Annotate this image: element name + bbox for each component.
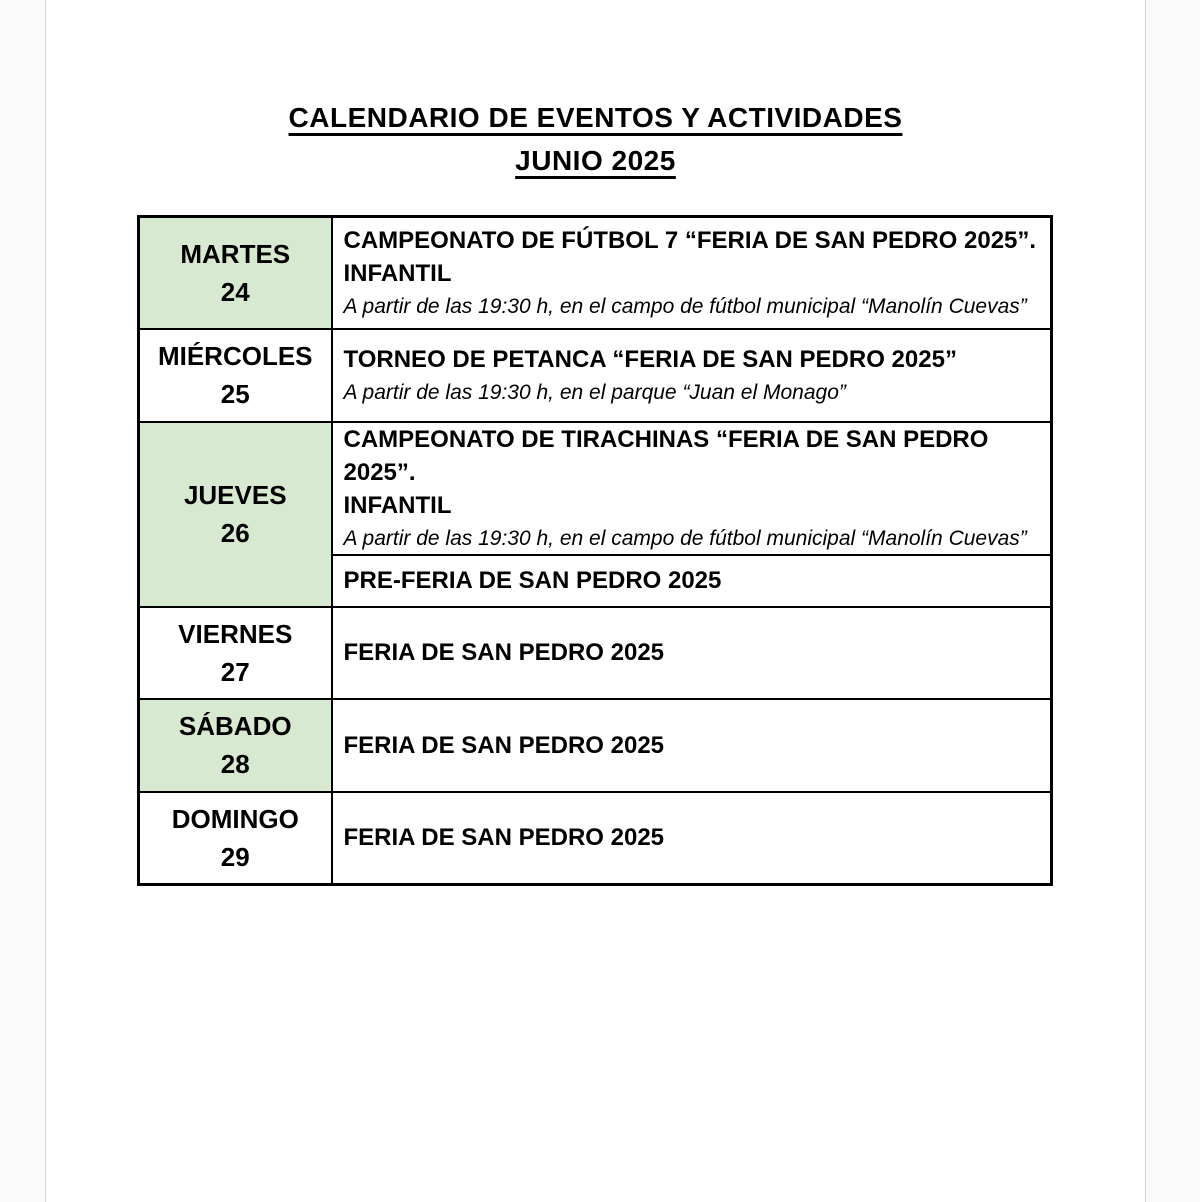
event-cell-miercoles: [332, 329, 1052, 422]
event-title-line: INFANTIL: [343, 491, 452, 519]
day-name: SÁBADO: [178, 711, 292, 741]
left-page-margin: [0, 0, 46, 1202]
day-cell-domingo: [139, 792, 332, 885]
day-cell-sabado: [139, 699, 332, 792]
page-title: [46, 96, 1145, 182]
day-cell-martes: [139, 217, 332, 329]
day-number: 24: [220, 276, 250, 307]
day-number: 26: [220, 518, 250, 548]
event-cell-jueves-2: [332, 555, 1052, 607]
day-cell-viernes: [139, 607, 332, 699]
day-number: 25: [220, 379, 250, 409]
table-row-miercoles: [139, 329, 1052, 422]
document-page: [46, 0, 1145, 1202]
day-number: 29: [220, 841, 250, 872]
table-row-viernes: [139, 607, 1052, 699]
event-cell-domingo: [332, 792, 1052, 885]
event-cell-jueves-1: [332, 422, 1052, 555]
event-detail: A partir de las 19:30 h, en el campo de fútbol municipal “Manolín Cuevas”: [343, 294, 1027, 318]
event-detail: A partir de las 19:30 h, en el campo de fútbol municipal “Manolín Cuevas”: [343, 526, 1027, 550]
event-title-line: CAMPEONATO DE FÚTBOL 7 “FERIA DE SAN PEDRO 2025”.: [343, 226, 1037, 254]
event-detail: A partir de las 19:30 h, en el parque “Juan el Monago”: [343, 380, 846, 404]
table-row-jueves: [139, 422, 1052, 555]
event-title-line: PRE-FERIA DE SAN PEDRO 2025: [343, 567, 722, 594]
event-cell-sabado: [332, 699, 1052, 792]
event-title-line: TORNEO DE PETANCA “FERIA DE SAN PEDRO 2025”: [343, 345, 957, 373]
event-cell-viernes: [332, 607, 1052, 699]
day-number: 28: [220, 749, 250, 779]
event-title-line: FERIA DE SAN PEDRO 2025: [343, 824, 665, 852]
right-page-margin: [1145, 0, 1200, 1202]
day-name: VIERNES: [178, 618, 293, 649]
event-title-line: CAMPEONATO DE TIRACHINAS “FERIA DE SAN PEDRO 2025”.: [343, 425, 989, 486]
day-name: MARTES: [180, 238, 291, 269]
events-table: [137, 215, 1053, 886]
event-cell-martes: [332, 217, 1052, 329]
title-line-2: JUNIO 2025: [515, 145, 676, 176]
day-name: MIÉRCOLES: [157, 341, 313, 371]
event-title-line: FERIA DE SAN PEDRO 2025: [343, 731, 665, 759]
table-row-martes: [139, 217, 1052, 329]
event-title-line: FERIA DE SAN PEDRO 2025: [343, 639, 665, 666]
day-name: DOMINGO: [171, 803, 299, 834]
day-number: 27: [220, 656, 250, 687]
table-row-domingo: [139, 792, 1052, 885]
event-title-line: INFANTIL: [343, 259, 452, 287]
day-cell-miercoles: [139, 329, 332, 422]
title-line-1: CALENDARIO DE EVENTOS Y ACTIVIDADES: [288, 102, 903, 133]
table-row-sabado: [139, 699, 1052, 792]
day-cell-jueves: [139, 422, 332, 607]
day-name: JUEVES: [183, 480, 287, 510]
